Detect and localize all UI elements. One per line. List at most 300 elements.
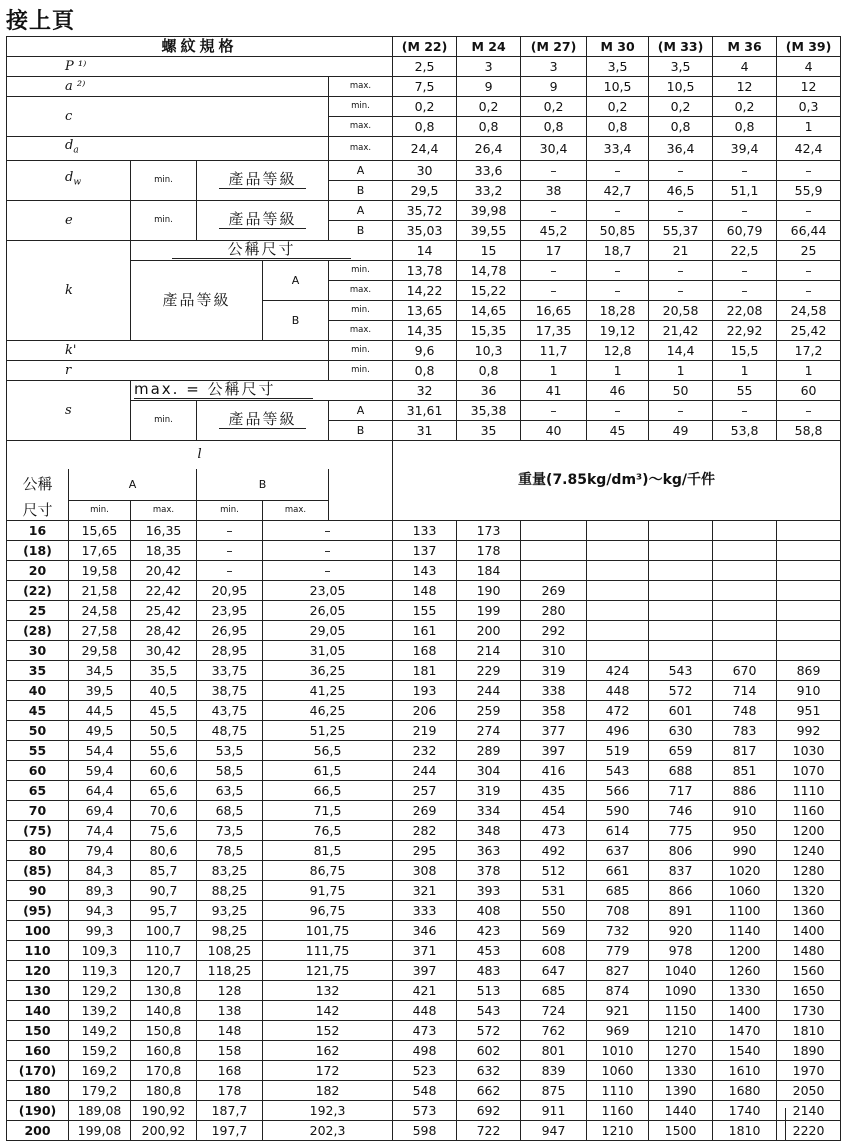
weight-cell: 543: [457, 1001, 521, 1021]
length-cell: 19,58: [69, 561, 131, 581]
weight-cell: 310: [521, 641, 587, 661]
weight-cell: 717: [649, 781, 713, 801]
weight-cell: [713, 601, 777, 621]
value-cell: 15,5: [713, 340, 777, 360]
length-cell: 118,25: [197, 961, 263, 981]
length-cell: 43,75: [197, 701, 263, 721]
nominal-length: 50: [7, 721, 69, 741]
weight-cell: 244: [393, 761, 457, 781]
limit-label: max.: [329, 77, 393, 97]
weight-cell: 670: [713, 661, 777, 681]
value-cell: 35,72: [393, 200, 457, 220]
weight-cell: [649, 641, 713, 661]
weight-cell: [649, 541, 713, 561]
weight-cell: [713, 641, 777, 661]
weight-cell: 817: [713, 741, 777, 761]
length-cell: 30,42: [131, 641, 197, 661]
weight-cell: [649, 581, 713, 601]
weight-cell: 292: [521, 621, 587, 641]
length-cell: 76,5: [263, 821, 393, 841]
length-cell: 22,42: [131, 581, 197, 601]
value-cell: 20,58: [649, 300, 713, 320]
weight-cell: 1060: [587, 1061, 649, 1081]
length-cell: 74,4: [69, 821, 131, 841]
weight-cell: [649, 561, 713, 581]
length-row: [7, 1041, 841, 1061]
nominal-label: 公稱: [7, 469, 69, 501]
spec-table-body: [7, 37, 841, 441]
value-cell: –: [649, 400, 713, 420]
nominal-length: 25: [7, 601, 69, 621]
weight-cell: 338: [521, 681, 587, 701]
grade-label: 產品等級: [131, 260, 263, 340]
length-cell: 18,35: [131, 541, 197, 561]
value-cell: –: [587, 200, 649, 220]
length-row: [7, 941, 841, 961]
value-cell: –: [777, 200, 841, 220]
value-cell: 4: [713, 57, 777, 77]
weight-cell: 206: [393, 701, 457, 721]
grade-b-label: B: [329, 180, 393, 200]
page-header: 接上頁: [6, 8, 76, 34]
weight-cell: 1330: [649, 1061, 713, 1081]
weight-cell: 866: [649, 881, 713, 901]
weight-cell: 874: [587, 981, 649, 1001]
length-cell: 138: [197, 1001, 263, 1021]
weight-cell: 779: [587, 941, 649, 961]
weight-cell: 1360: [777, 901, 841, 921]
weight-cell: 572: [457, 1021, 521, 1041]
weight-cell: 280: [521, 601, 587, 621]
nominal-length: 30: [7, 641, 69, 661]
weight-cell: 1560: [777, 961, 841, 981]
length-cell: 169,2: [69, 1061, 131, 1081]
value-cell: 14: [393, 240, 457, 260]
value-cell: 55: [713, 380, 777, 400]
weight-cell: 408: [457, 901, 521, 921]
weight-cell: 1060: [713, 881, 777, 901]
grade-label-text: 產品等級: [219, 211, 307, 229]
value-cell: 0,2: [393, 97, 457, 117]
weight-cell: 2220: [777, 1121, 841, 1141]
length-row: [7, 761, 841, 781]
weight-cell: 775: [649, 821, 713, 841]
length-cell: 31,05: [263, 641, 393, 661]
value-cell: 15,22: [457, 280, 521, 300]
weight-cell: 304: [457, 761, 521, 781]
weight-cell: 319: [521, 661, 587, 681]
value-cell: 4: [777, 57, 841, 77]
length-row: [7, 881, 841, 901]
value-cell: –: [777, 400, 841, 420]
weight-cell: 746: [649, 801, 713, 821]
nominal-length: 180: [7, 1081, 69, 1101]
value-cell: 45: [587, 420, 649, 440]
length-cell: 65,6: [131, 781, 197, 801]
value-cell: –: [713, 280, 777, 300]
symbol-label: r: [7, 360, 329, 380]
weight-cell: 569: [521, 921, 587, 941]
value-cell: 13,78: [393, 260, 457, 280]
weight-cell: 550: [521, 901, 587, 921]
nominal-length: 200: [7, 1121, 69, 1141]
length-cell: 86,75: [263, 861, 393, 881]
length-cell: 16,35: [131, 521, 197, 541]
value-cell: –: [521, 160, 587, 180]
weight-cell: 1090: [649, 981, 713, 1001]
weight-cell: 1400: [777, 921, 841, 941]
value-cell: –: [521, 260, 587, 280]
weight-cell: 259: [457, 701, 521, 721]
nominal-length: 150: [7, 1021, 69, 1041]
value-cell: 55,37: [649, 220, 713, 240]
nominal-label: 尺寸: [7, 501, 69, 521]
weight-cell: 1160: [777, 801, 841, 821]
value-cell: 50,85: [587, 220, 649, 240]
value-cell: 60: [777, 380, 841, 400]
value-cell: 22,5: [713, 240, 777, 260]
nominal-length: (85): [7, 861, 69, 881]
weight-cell: 543: [587, 761, 649, 781]
thread-size-header: (M 39): [777, 37, 841, 57]
weight-cell: 244: [457, 681, 521, 701]
length-row: [7, 621, 841, 641]
weight-cell: 219: [393, 721, 457, 741]
row-a: [7, 77, 841, 97]
length-cell: 39,5: [69, 681, 131, 701]
weight-cell: 1140: [713, 921, 777, 941]
length-row: [7, 981, 841, 1001]
symbol-label: s: [7, 380, 131, 440]
weight-cell: 1730: [777, 1001, 841, 1021]
length-cell: 159,2: [69, 1041, 131, 1061]
value-cell: –: [713, 400, 777, 420]
length-cell: 29,58: [69, 641, 131, 661]
value-cell: 51,1: [713, 180, 777, 200]
weight-cell: 319: [457, 781, 521, 801]
length-cell: 33,75: [197, 661, 263, 681]
length-cell: 178: [197, 1081, 263, 1101]
weight-cell: 133: [393, 521, 457, 541]
grade-a-label: A: [263, 260, 329, 300]
symbol-label: k': [7, 340, 329, 360]
nominal-length: 35: [7, 661, 69, 681]
weight-cell: 990: [713, 841, 777, 861]
weight-cell: 181: [393, 661, 457, 681]
weight-cell: 232: [393, 741, 457, 761]
thread-size-header-row: [7, 37, 841, 57]
value-cell: –: [777, 160, 841, 180]
weight-cell: 423: [457, 921, 521, 941]
weight-cell: 421: [393, 981, 457, 1001]
length-cell: 121,75: [263, 961, 393, 981]
row-r: [7, 360, 841, 380]
weight-cell: 950: [713, 821, 777, 841]
length-cell: 38,75: [197, 681, 263, 701]
weight-cell: 274: [457, 721, 521, 741]
weight-cell: 229: [457, 661, 521, 681]
value-cell: 53,8: [713, 420, 777, 440]
weight-cell: 483: [457, 961, 521, 981]
value-cell: 0,2: [713, 97, 777, 117]
length-cell: 180,8: [131, 1081, 197, 1101]
weight-cell: 732: [587, 921, 649, 941]
limit-label: max.: [329, 280, 393, 300]
length-row: [7, 901, 841, 921]
weight-cell: 199: [457, 601, 521, 621]
value-cell: 33,4: [587, 137, 649, 161]
length-cell: 71,5: [263, 801, 393, 821]
weight-cell: 921: [587, 1001, 649, 1021]
weight-cell: 397: [521, 741, 587, 761]
length-cell: 179,2: [69, 1081, 131, 1101]
value-cell: 22,92: [713, 320, 777, 340]
weight-cell: 2050: [777, 1081, 841, 1101]
weight-cell: 1610: [713, 1061, 777, 1081]
nominal-length: (18): [7, 541, 69, 561]
limit-label: min.: [131, 200, 197, 240]
weight-cell: 143: [393, 561, 457, 581]
weight-cell: 178: [457, 541, 521, 561]
nominal-length: 160: [7, 1041, 69, 1061]
weight-cell: 308: [393, 861, 457, 881]
length-cell: 108,25: [197, 941, 263, 961]
limit-label: min.: [329, 300, 393, 320]
nominal-length: 65: [7, 781, 69, 801]
weight-cell: 572: [649, 681, 713, 701]
length-cell: 197,7: [197, 1121, 263, 1141]
nominal-length: 70: [7, 801, 69, 821]
weight-cell: 891: [649, 901, 713, 921]
value-cell: –: [587, 160, 649, 180]
symbol-label: c: [7, 97, 329, 137]
nominal-length: (170): [7, 1061, 69, 1081]
value-cell: 46: [587, 380, 649, 400]
weight-cell: 161: [393, 621, 457, 641]
value-cell: 46,5: [649, 180, 713, 200]
length-cell: 48,75: [197, 721, 263, 741]
weight-cell: [777, 621, 841, 641]
weight-cell: 1110: [587, 1081, 649, 1101]
length-row: [7, 1001, 841, 1021]
length-row: [7, 641, 841, 661]
length-cell: 66,5: [263, 781, 393, 801]
nominal-length: 45: [7, 701, 69, 721]
length-cell: 168: [197, 1061, 263, 1081]
weight-cell: [777, 581, 841, 601]
value-cell: 0,2: [587, 97, 649, 117]
value-cell: 30,4: [521, 137, 587, 161]
length-cell: 45,5: [131, 701, 197, 721]
weight-cell: 1330: [713, 981, 777, 1001]
limit-label: max.: [329, 137, 393, 161]
length-row: [7, 1081, 841, 1101]
weight-cell: 168: [393, 641, 457, 661]
weight-cell: 1280: [777, 861, 841, 881]
length-cell: –: [197, 561, 263, 581]
length-cell: 61,5: [263, 761, 393, 781]
smax-label-text: max. = 公稱尺寸: [134, 381, 313, 399]
weight-cell: 214: [457, 641, 521, 661]
weight-cell: 601: [649, 701, 713, 721]
length-cell: 28,95: [197, 641, 263, 661]
limit-label: max.: [131, 501, 197, 521]
value-cell: –: [649, 280, 713, 300]
length-cell: –: [197, 521, 263, 541]
value-cell: 17: [521, 240, 587, 260]
value-cell: 3: [521, 57, 587, 77]
weight-cell: 637: [587, 841, 649, 861]
value-cell: 1: [649, 360, 713, 380]
symbol-label: a ²⁾: [7, 77, 329, 97]
weight-cell: 992: [777, 721, 841, 741]
value-cell: 2,5: [393, 57, 457, 77]
length-cell: 148: [197, 1021, 263, 1041]
length-cell: 139,2: [69, 1001, 131, 1021]
row-dw-A: [7, 160, 841, 180]
value-cell: 0,8: [393, 117, 457, 137]
weight-cell: 269: [521, 581, 587, 601]
length-cell: 78,5: [197, 841, 263, 861]
nominal-length: (75): [7, 821, 69, 841]
weight-cell: [649, 621, 713, 641]
nominal-length: 60: [7, 761, 69, 781]
weight-cell: 321: [393, 881, 457, 901]
value-cell: 66,44: [777, 220, 841, 240]
value-cell: 0,8: [457, 360, 521, 380]
length-row: [7, 661, 841, 681]
weight-cell: [587, 541, 649, 561]
weight-cell: 2140: [777, 1101, 841, 1121]
weight-cell: 358: [521, 701, 587, 721]
weight-cell: 393: [457, 881, 521, 901]
value-cell: 15,35: [457, 320, 521, 340]
nominal-length: 120: [7, 961, 69, 981]
symbol-label: P ¹⁾: [7, 57, 393, 77]
weight-cell: 1480: [777, 941, 841, 961]
length-cell: 46,25: [263, 701, 393, 721]
nominal-length: 110: [7, 941, 69, 961]
weight-cell: 748: [713, 701, 777, 721]
thread-size-header: (M 27): [521, 37, 587, 57]
value-cell: 14,35: [393, 320, 457, 340]
nominal-length: (190): [7, 1101, 69, 1121]
length-cell: 41,25: [263, 681, 393, 701]
value-cell: 26,4: [457, 137, 521, 161]
row-c-min: [7, 97, 841, 117]
weight-cell: 1200: [777, 821, 841, 841]
weight-cell: 1150: [649, 1001, 713, 1021]
value-cell: 42,4: [777, 137, 841, 161]
length-cell: 94,3: [69, 901, 131, 921]
length-cell: 26,95: [197, 621, 263, 641]
nominal-length: 130: [7, 981, 69, 1001]
value-cell: –: [587, 260, 649, 280]
length-cell: 25,42: [131, 601, 197, 621]
value-cell: 3,5: [587, 57, 649, 77]
weight-cell: 498: [393, 1041, 457, 1061]
length-cell: 28,42: [131, 621, 197, 641]
value-cell: 11,7: [521, 340, 587, 360]
weight-cell: 1320: [777, 881, 841, 901]
weight-cell: 951: [777, 701, 841, 721]
weight-cell: 378: [457, 861, 521, 881]
weight-cell: 453: [457, 941, 521, 961]
value-cell: 41: [521, 380, 587, 400]
length-row: [7, 801, 841, 821]
weight-cell: 632: [457, 1061, 521, 1081]
value-cell: –: [587, 400, 649, 420]
value-cell: 9,6: [393, 340, 457, 360]
length-cell: 109,3: [69, 941, 131, 961]
length-cell: 56,5: [263, 741, 393, 761]
weight-cell: 1260: [713, 961, 777, 981]
nominal-length: (28): [7, 621, 69, 641]
weight-cell: 496: [587, 721, 649, 741]
weight-cell: 685: [587, 881, 649, 901]
weight-cell: [713, 541, 777, 561]
weight-cell: 1210: [587, 1121, 649, 1141]
length-cell: 158: [197, 1041, 263, 1061]
value-cell: 36: [457, 380, 521, 400]
weight-cell: 630: [649, 721, 713, 741]
value-cell: 35,38: [457, 400, 521, 420]
grade-a-label: A: [329, 160, 393, 180]
weight-cell: 1110: [777, 781, 841, 801]
weight-cell: 448: [587, 681, 649, 701]
value-cell: 13,65: [393, 300, 457, 320]
weight-cell: [777, 541, 841, 561]
nominal-length: 80: [7, 841, 69, 861]
value-cell: 14,78: [457, 260, 521, 280]
weight-cell: 886: [713, 781, 777, 801]
length-cell: 40,5: [131, 681, 197, 701]
weight-cell: 1160: [587, 1101, 649, 1121]
value-cell: 3,5: [649, 57, 713, 77]
value-cell: 49: [649, 420, 713, 440]
value-cell: 10,5: [587, 77, 649, 97]
length-cell: 162: [263, 1041, 393, 1061]
length-cell: 81,5: [263, 841, 393, 861]
weight-cell: 363: [457, 841, 521, 861]
length-cell: 88,25: [197, 881, 263, 901]
length-row: [7, 781, 841, 801]
weight-cell: 334: [457, 801, 521, 821]
length-cell: 149,2: [69, 1021, 131, 1041]
weight-cell: 1810: [713, 1121, 777, 1141]
value-cell: 36,4: [649, 137, 713, 161]
weight-cell: 173: [457, 521, 521, 541]
nominal-length: (22): [7, 581, 69, 601]
value-cell: 33,2: [457, 180, 521, 200]
length-header-row-1: [7, 440, 841, 469]
nominal-length: 140: [7, 1001, 69, 1021]
value-cell: 0,8: [457, 117, 521, 137]
weight-cell: 1540: [713, 1041, 777, 1061]
weight-cell: 1680: [713, 1081, 777, 1101]
weight-cell: 1030: [777, 741, 841, 761]
length-cell: 96,75: [263, 901, 393, 921]
symbol-label: $d_a$: [7, 137, 329, 161]
length-cell: 35,5: [131, 661, 197, 681]
value-cell: 0,8: [587, 117, 649, 137]
limit-label: min.: [329, 360, 393, 380]
weight-cell: [587, 581, 649, 601]
length-row: [7, 921, 841, 941]
length-cell: 142: [263, 1001, 393, 1021]
length-cell: –: [263, 541, 393, 561]
value-cell: –: [521, 280, 587, 300]
